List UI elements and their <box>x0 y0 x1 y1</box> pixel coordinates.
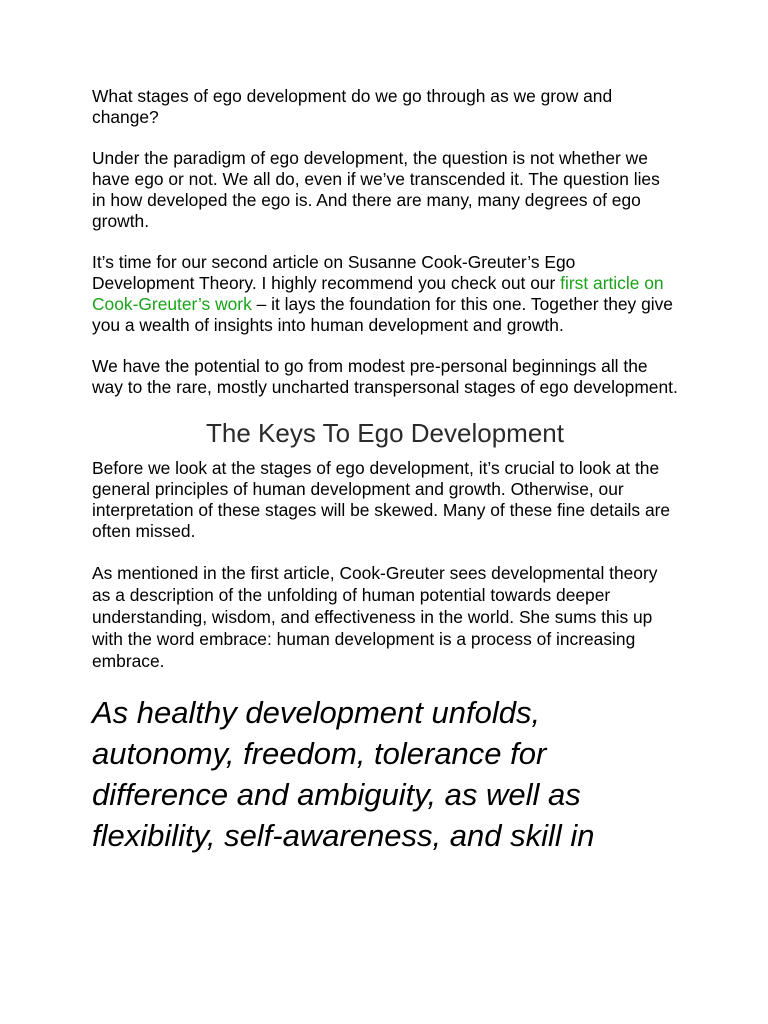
section-heading: The Keys To Ego Development <box>206 418 564 448</box>
second-article-paragraph <box>92 252 678 336</box>
pull-quote: As healthy development unfolds, autonomy, freedom, tolerance for difference and ambiguity, as well as flexibility, self-awareness, and skill in <box>92 695 595 853</box>
first-article-link[interactable]: first article on Cook-Greuter’s work <box>92 273 664 314</box>
second-article-text-end: – it lays the foundation for this one. Together they give you a wealth of insights into human development and growth. <box>92 294 673 335</box>
potential-paragraph: We have the potential to go from modest pre-personal beginnings all the way to the rare, mostly uncharted transpersonal stages of ego development. <box>92 356 678 397</box>
intro-question-paragraph: What stages of ego development do we go through as we grow and change? <box>92 86 613 127</box>
embrace-paragraph: As mentioned in the first article, Cook-Greuter sees developmental theory as a description of the unfolding of human potential towards deeper understanding, wisdom, and effectiveness in the world. She sums this up with the word embrace: human development is a process of increasing embrace. <box>92 563 658 671</box>
paradigm-paragraph: Under the paradigm of ego development, the question is not whether we have ego or not. We all do, even if we’ve transcended it. The question lies in how developed the ego is. And there are many, many degrees of ego growth. <box>92 148 660 231</box>
second-article-text-start: It’s time for our second article on Susanne Cook-Greuter’s Ego Development Theory. I highly recommend you check out our <box>92 252 576 293</box>
principles-paragraph: Before we look at the stages of ego development, it’s crucial to look at the general principles of human development and growth. Otherwise, our interpretation of these stages will be skewed. Many of these fine details are often missed. <box>92 458 671 541</box>
